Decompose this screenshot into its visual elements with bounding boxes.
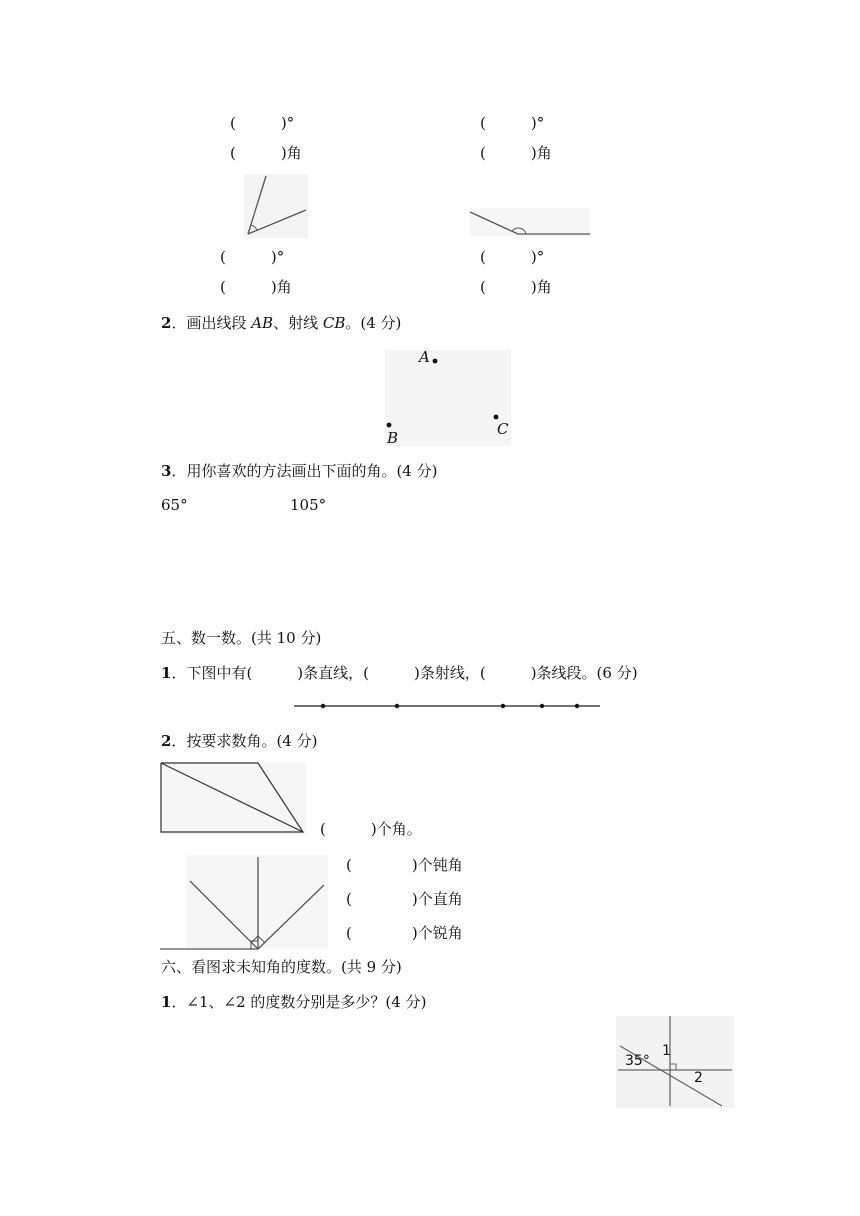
question-text: ．∠1、∠2 的度数分别是多少？(4 分) [171,993,427,1011]
angle-3-degree-blank[interactable]: ( )° [220,248,285,266]
question-number: 2 [161,732,172,750]
question-number: 1 [161,664,172,682]
section-6-title: 六、看图求未知角的度数。(共 9 分) [161,958,402,976]
angle-2-label: 2 [694,1070,703,1086]
point-c-dot [494,415,499,420]
question-text: 、射线 [273,314,323,332]
question-text: ．画出线段 [171,314,252,332]
angle-4-type-blank[interactable]: ( )角 [480,278,552,296]
angle-2-type-blank[interactable]: ( )角 [480,144,552,162]
ray-cb-label: CB [322,314,346,332]
corners-count-blank[interactable]: ( )个角。 [320,820,422,838]
points-drawing-area[interactable] [385,350,511,446]
trapezoid-figure [160,762,306,834]
question-3-draw-angles [161,462,437,480]
acute-angle-figure [244,174,308,238]
acute-angle-count-blank[interactable]: ( )个锐角 [346,924,463,942]
section-5-title: 五、数一数。(共 10 分) [161,629,322,647]
question-text: 。(4 分) [345,314,402,332]
point-a-dot [433,359,438,364]
section-5-question-2 [161,732,317,750]
angle-35-label: 35° [625,1053,650,1069]
question-text: ．用你喜欢的方法画出下面的角。(4 分) [171,462,438,480]
line-with-points-figure [294,700,602,712]
question-2-draw-lines [161,314,401,332]
angle-2-degree-blank[interactable]: ( )° [480,114,545,132]
angle-1-degree-blank[interactable]: ( )° [230,114,295,132]
point-b-label: B [387,429,399,447]
angle-3-type-blank[interactable]: ( )角 [220,278,292,296]
question-number: 1 [161,993,172,1011]
question-text: ．下图中有( )条直线，( )条射线，( )条线段。(6 分) [171,664,638,682]
question-number: 3 [161,462,172,480]
obtuse-angle-figure [468,206,592,238]
point-b-dot [387,423,392,428]
angle-4-degree-blank[interactable]: ( )° [480,248,545,266]
obtuse-angle-count-blank[interactable]: ( )个钝角 [346,856,463,874]
segment-ab-label: AB [251,314,274,332]
section-5-question-1 [161,664,638,682]
point-c-label: C [497,420,509,438]
rays-angle-figure [160,855,328,951]
section-6-question-1 [161,993,426,1011]
point-a-label: A [419,348,430,366]
question-text: ．按要求数角。(4 分) [171,732,318,750]
right-angle-count-blank[interactable]: ( )个直角 [346,890,463,908]
angle-1-type-blank[interactable]: ( )角 [230,144,302,162]
angle-65-label: 65° [161,496,188,514]
angle-105-label: 105° [290,496,327,514]
question-number: 2 [161,314,172,332]
angle-1-label: 1 [662,1043,671,1059]
